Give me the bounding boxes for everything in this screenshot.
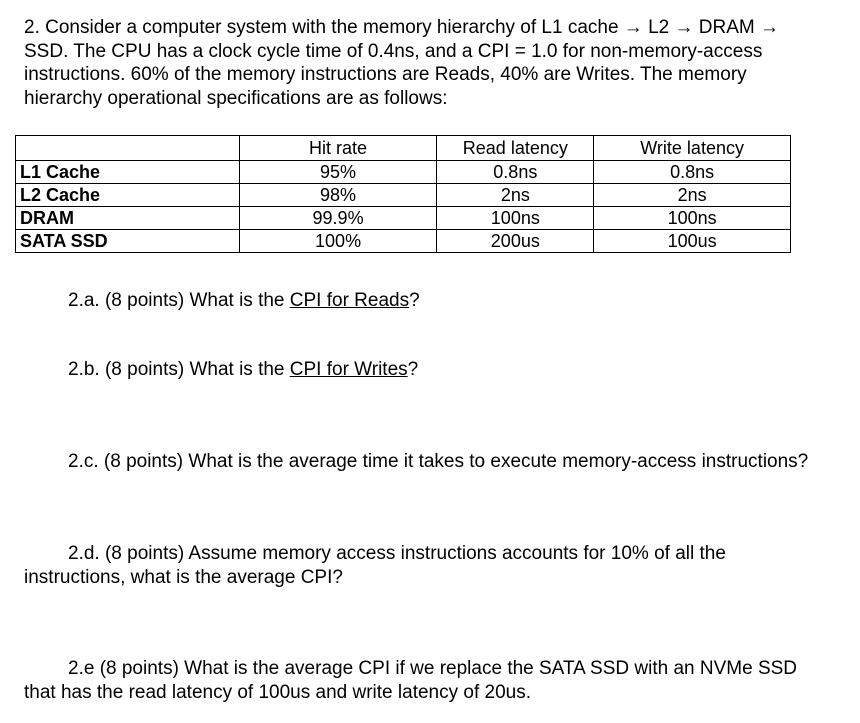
question-2b-suffix: ? bbox=[407, 359, 419, 380]
read-latency-cell: 2ns bbox=[437, 184, 594, 207]
hit-rate-cell: 98% bbox=[239, 184, 437, 207]
table-row bbox=[16, 184, 791, 207]
table-row bbox=[16, 161, 791, 184]
question-2a-suffix: ? bbox=[409, 290, 420, 311]
write-latency-cell: 0.8ns bbox=[594, 161, 791, 184]
header-read-latency: Read latency bbox=[437, 136, 594, 161]
question-2e-line-2: that has the read latency of 100us and write latency of 20us. bbox=[24, 682, 531, 703]
row-label: DRAM bbox=[16, 207, 240, 230]
intro-line-2: SSD. The CPU has a clock cycle time of 0.4ns, and a CPI = 1.0 for non-memory-access bbox=[24, 40, 763, 62]
intro-line-3: instructions. 60% of the memory instructions are Reads, 40% are Writes. The memory bbox=[24, 64, 747, 85]
intro-line-1: 2. Consider a computer system with the memory hierarchy of L1 cache → L2 → DRAM → bbox=[24, 17, 779, 38]
question-2d-line-2: instructions, what is the average CPI? bbox=[24, 567, 343, 588]
question-2b-prefix: 2.b. (8 points) What is the bbox=[68, 359, 290, 380]
question-2e-line-1: 2.e (8 points) What is the average CPI if we replace the SATA SSD with an NVMe SSD bbox=[68, 658, 798, 679]
write-latency-cell: 100ns bbox=[594, 207, 791, 230]
question-2d bbox=[24, 542, 844, 590]
question-2c bbox=[68, 450, 808, 474]
row-label: SATA SSD bbox=[16, 230, 240, 253]
row-label: L2 Cache bbox=[16, 184, 240, 207]
question-2c-text: 2.c. (8 points) What is the average time it takes to execute memory-access instructions? bbox=[68, 451, 809, 472]
memory-spec-table bbox=[15, 135, 791, 253]
question-2b bbox=[68, 358, 418, 382]
header-level bbox=[16, 136, 240, 161]
hit-rate-cell: 95% bbox=[239, 161, 437, 184]
write-latency-cell: 100us bbox=[594, 230, 791, 253]
table-row bbox=[16, 230, 791, 253]
read-latency-cell: 0.8ns bbox=[437, 161, 594, 184]
hit-rate-cell: 99.9% bbox=[239, 207, 437, 230]
problem-intro bbox=[24, 16, 844, 110]
question-2a bbox=[68, 289, 420, 313]
question-2d-line-1: 2.d. (8 points) Assume memory access instructions accounts for 10% of all the bbox=[68, 543, 726, 564]
header-hit-rate: Hit rate bbox=[239, 136, 437, 161]
question-2a-prefix: 2.a. (8 points) What is the bbox=[68, 290, 290, 311]
question-2e bbox=[24, 657, 854, 705]
intro-line-4: hierarchy operational specifications are as follows: bbox=[24, 87, 448, 109]
question-2a-underlined: CPI for Reads bbox=[289, 290, 410, 311]
read-latency-cell: 200us bbox=[437, 230, 594, 253]
table-row bbox=[16, 207, 791, 230]
header-write-latency: Write latency bbox=[594, 136, 791, 161]
question-2b-underlined: CPI for Writes bbox=[289, 359, 408, 380]
write-latency-cell: 2ns bbox=[594, 184, 791, 207]
table-header-row bbox=[16, 136, 791, 161]
row-label: L1 Cache bbox=[16, 161, 240, 184]
read-latency-cell: 100ns bbox=[437, 207, 594, 230]
hit-rate-cell: 100% bbox=[239, 230, 437, 253]
